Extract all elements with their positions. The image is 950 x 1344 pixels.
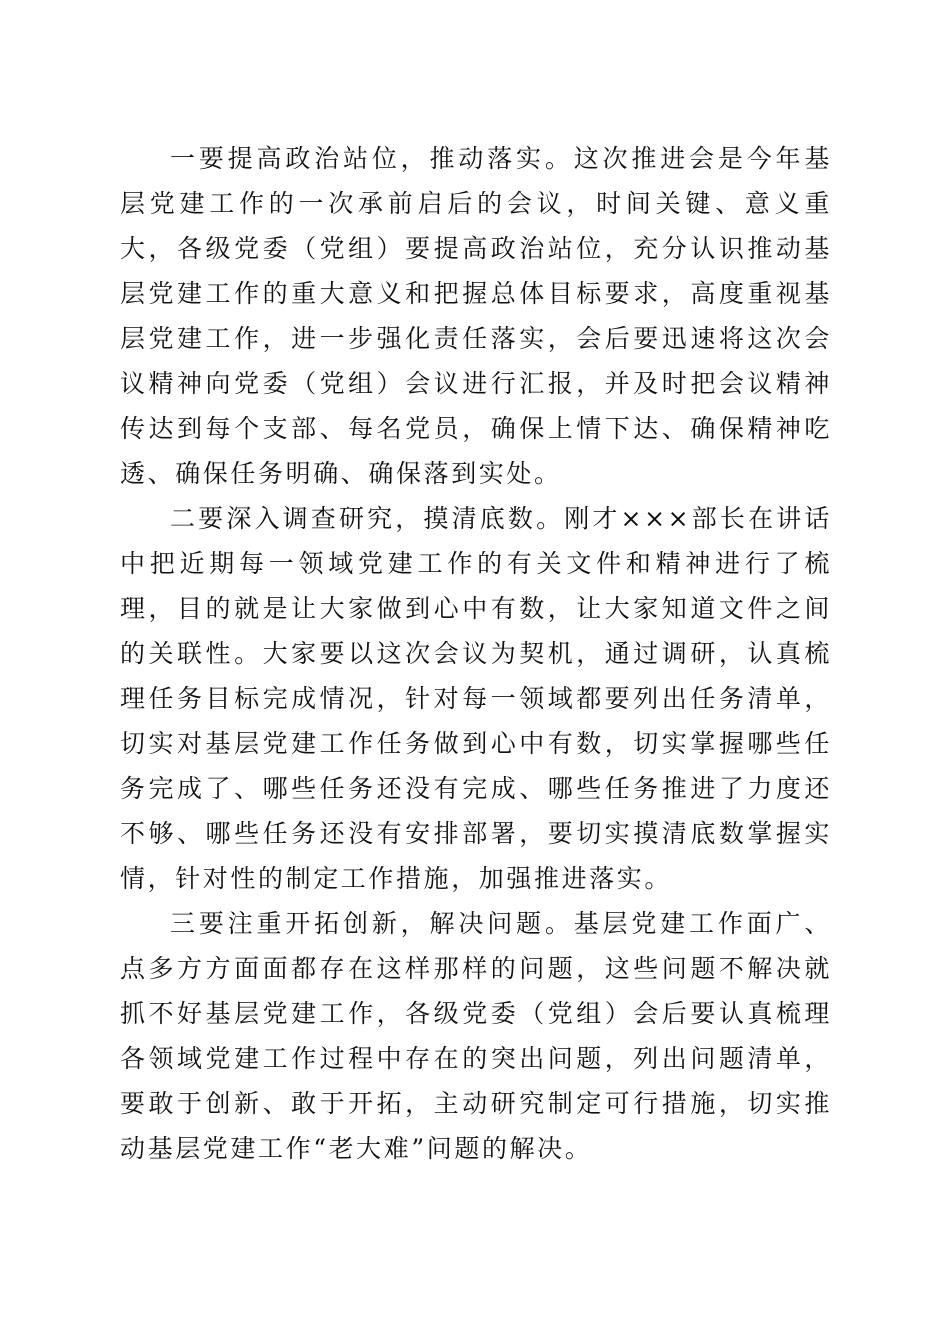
paragraph-1: 一要提高政治站位，推动落实。这次推进会是今年基层党建工作的一次承前启后的会议，时间关键、意义重大，各级党委（党组）要提高政治站位，充分认识推动基层党建工作的重大意义和把握总体目标要求，高度重视基层党建工作，进一步强化责任落实，会后要迅速将这次会议精神向党委（党组）会议进行汇报，并及时把会议精神传达到每个支部、每名党员，确保上情下达、确保精神吃透、确保任务明确、确保落到实处。 bbox=[120, 144, 832, 488]
paragraph-2: 二要深入调查研究，摸清底数。刚才×××部长在讲话中把近期每一领域党建工作的有关文件和精神进行了梳理，目的就是让大家做到心中有数，让大家知道文件之间的关联性。大家要以这次会议为契机，通过调研，认真梳理任务目标完成情况，针对每一领域都要列出任务清单，切实对基层党建工作任务做到心中有数，切实掌握哪些任务完成了、哪些任务还没有完成、哪些任务推进了力度还不够、哪些任务还没有安排部署，要切实摸清底数掌握实情，针对性的制定工作措施，加强推进落实。 bbox=[120, 504, 832, 893]
paragraph-3: 三要注重开拓创新，解决问题。基层党建工作面广、点多方方面面都存在这样那样的问题，这些问题不解决就抓不好基层党建工作，各级党委（党组）会后要认真梳理各领域党建工作过程中存在的突出问题，列出问题清单，要敢于创新、敢于开拓，主动研究制定可行措施，切实推动基层党建工作“老大难”问题的解决。 bbox=[120, 909, 832, 1163]
document-body bbox=[120, 136, 832, 1171]
